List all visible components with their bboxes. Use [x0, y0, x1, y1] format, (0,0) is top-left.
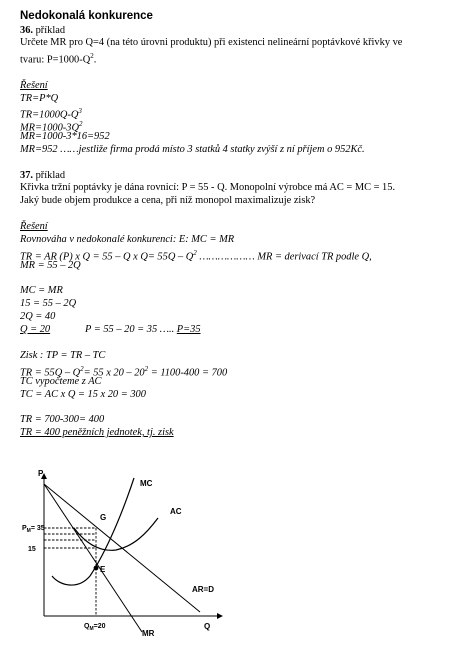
tr2-sup: 2: [80, 365, 84, 373]
example-36-task-line1: Určete MR pro Q=4 (na této úrovni produktu) při existenci nelineární poptávkové křivky ve: [20, 37, 403, 48]
tr-post: ……………… MR = derivací TR podle Q,: [196, 251, 372, 263]
example-36-line-1: TR=P*Q: [20, 93, 59, 104]
task-text: tvaru: P=1000-Q: [20, 54, 91, 66]
fifteen-label: 15: [28, 546, 36, 553]
quantity-price-line: [20, 324, 201, 336]
line-text: TR=1000Q-Q: [20, 109, 79, 121]
mr-label: MR: [142, 629, 155, 638]
tr-pre: TR = AR (P) x Q = 55 – Q x Q= 55Q – Q: [20, 251, 194, 263]
example-37-task-line1: Křivka tržní poptávky je dána rovnicí: P = 55 - Q. Monopolní výrobce má AC = MC = 15.: [20, 182, 396, 193]
tr2-post: = 1100-400 = 700: [148, 367, 228, 379]
qm-val: =20: [93, 623, 106, 630]
example-36-line-5: MR=952 ……jestliže firma prodá místo 3 statků 4 statky zvýší z ní příjem o 952Kč.: [20, 144, 365, 155]
line-text: MR=1000-3Q: [20, 122, 79, 134]
example-37-heading: [20, 170, 65, 182]
equation-line-2: 2Q = 40: [20, 311, 56, 322]
qm-label: [84, 623, 106, 632]
tc-line: TC = AC x Q = 15 x 20 = 300: [20, 389, 146, 400]
e-label: E: [100, 565, 106, 574]
p-result: P=35: [176, 324, 201, 335]
tr2-mid: = 55 x 20 – 20: [83, 367, 145, 379]
mr-line: MR = 55 – 2Q: [20, 260, 81, 271]
line-sup: 2: [78, 120, 83, 128]
mc-mr-line: MC = MR: [20, 285, 63, 296]
mc-label: MC: [140, 479, 153, 488]
task-post: .: [93, 54, 97, 66]
profit-result-line: TR = 400 peněžních jednotek, tj. zisk: [20, 427, 174, 438]
example-37-solution-label: Řešení: [20, 221, 48, 232]
qm-sub: M: [89, 626, 94, 632]
p-calc: P = 55 – 20 = 35 …..: [85, 324, 177, 335]
pm-label: [22, 525, 45, 534]
monopoly-diagram: [22, 466, 230, 642]
equilibrium-line: Rovnováha v nedokonalé konkurenci: E: MC = MR: [20, 234, 235, 245]
example-36-solution-label: Řešení: [20, 80, 48, 91]
tr2-pre: TR = 55Q – Q: [20, 367, 81, 379]
profit-label: Zisk : TP = TR – TC: [20, 350, 106, 361]
ac-curve: [74, 518, 158, 550]
tr-result-line: TR = 700-300= 400: [20, 414, 105, 425]
example-36-number: 36.: [20, 25, 33, 36]
line-sup: 3: [78, 107, 82, 115]
g-label: G: [100, 513, 107, 522]
mc-curve: [52, 478, 134, 585]
example-36-line-4: MR=1000-3*16=952: [20, 131, 110, 142]
tr2-sup2: 2: [144, 365, 149, 373]
task-sup: 2: [90, 52, 94, 60]
pm-p: P: [22, 525, 27, 532]
example-37-task-line2: Jaký bude objem produkce a cena, při níž monopol maximalizuje zisk?: [20, 195, 316, 206]
pm-val: = 35: [30, 525, 45, 532]
point-e: [94, 566, 99, 571]
tr-sup: 2: [193, 249, 197, 257]
example-36-heading: [20, 25, 65, 37]
tc-calc-label: TC vypočteme z AC: [20, 376, 102, 387]
example-37-label: příklad: [35, 170, 66, 181]
ac-label: AC: [170, 507, 182, 516]
q-axis-label: Q: [204, 622, 211, 631]
ard-label: AR=D: [192, 585, 215, 594]
q-result: Q = 20: [20, 324, 51, 335]
p-axis-label: P: [38, 469, 44, 478]
example-36-label: příklad: [35, 25, 66, 36]
pm-sub: M: [26, 528, 31, 534]
example-36-task-line2: [20, 50, 96, 66]
page-title: Nedokonalá konkurence: [20, 10, 153, 22]
equation-line-1: 15 = 55 – 2Q: [20, 298, 77, 309]
mr-curve: [44, 484, 142, 632]
qm-q: Q: [84, 623, 90, 630]
example-37-number: 37.: [20, 170, 33, 181]
